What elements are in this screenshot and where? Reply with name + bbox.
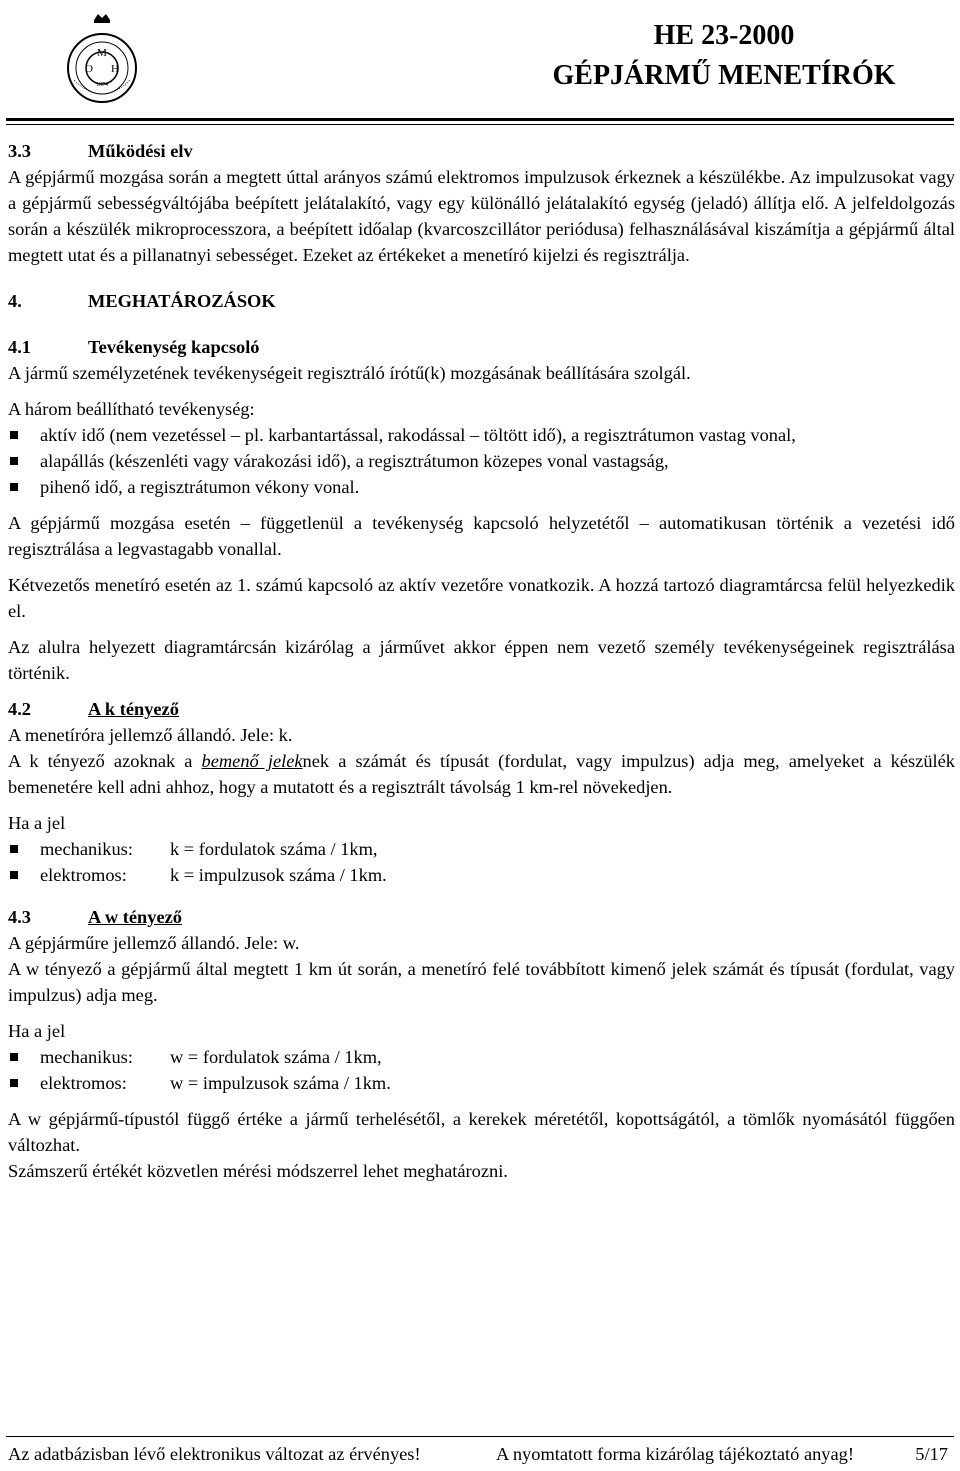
- section-3-3-heading: 3.3 Működési elv: [8, 141, 193, 161]
- main-content: [8, 138, 955, 1184]
- section-4-3-ha-a-jel: Ha a jel: [8, 1021, 66, 1041]
- footer-validity-note: Az adatbázisban lévő elektronikus változat az érvényes!: [8, 1444, 421, 1464]
- bullet-icon: [10, 431, 18, 439]
- list-item: alapállás (készenléti vagy várakozási idő), a regisztrátumon közepes vonal vastagság,: [8, 448, 955, 474]
- footer-print-note: A nyomtatott forma kizárólag tájékoztató anyag!: [496, 1444, 854, 1464]
- bullet-icon: [10, 845, 18, 853]
- bullet-icon: [10, 1053, 18, 1061]
- section-4-3-paragraph-4: Számszerű értékét közvetlen mérési módszerrel lehet meghatározni.: [8, 1161, 508, 1181]
- page-header: [6, 4, 954, 116]
- section-4-1-paragraph: A jármű személyzetének tevékenységeit regisztráló írótű(k) mozgásának beállítására szolgál.: [8, 363, 691, 383]
- section-4-1-paragraph-5: Az alulra helyezett diagramtárcsán kizárólag a járművet akkor éppen nem vezető személy tevékenységeinek regisztrálása történik.: [8, 637, 955, 683]
- footer-rule: [6, 1436, 954, 1437]
- bullet-icon: [10, 457, 18, 465]
- bullet-icon: [10, 483, 18, 491]
- page-number: 5/17: [915, 1444, 948, 1464]
- document-id: HE 23-2000: [653, 20, 795, 51]
- svg-text:1874: 1874: [96, 82, 108, 88]
- list-item: mechanikus: w = fordulatok száma / 1km,: [8, 1044, 955, 1070]
- list-item: pihenő idő, a regisztrátumon vékony vonal.: [8, 474, 955, 500]
- omh-logo: [64, 10, 140, 110]
- activity-list: [8, 422, 955, 500]
- svg-text:O: O: [85, 63, 93, 75]
- bullet-icon: [10, 1079, 18, 1087]
- svg-text:H: H: [111, 63, 119, 75]
- section-4-2-heading: 4.2 A k tényező: [8, 699, 179, 719]
- w-formula-list: [8, 1044, 955, 1096]
- k-formula-list: [8, 836, 955, 888]
- list-item: elektromos: k = impulzusok száma / 1km.: [8, 862, 955, 888]
- section-4-2-paragraph-2: A k tényező azoknak a bemenő jeleknek a számát és típusát (fordulat, vagy impulzus) adja meg, amelyeket a készülék bemenetére kell adni ahhoz, hogy a mutatott és a regisztrált távolság 1 km-rel növekedjen.: [8, 751, 955, 797]
- section-4-1-paragraph-3: A gépjármű mozgása esetén – függetlenül a tevékenység kapcsoló helyzetétől – automatikusan történik a vezetési idő regisztrálása a legvastagabb vonallal.: [8, 513, 955, 559]
- bullet-icon: [10, 871, 18, 879]
- list-item: aktív idő (nem vezetéssel – pl. karbantartással, rakodással – töltött idő), a regisztrátumon vastag vonal,: [8, 422, 955, 448]
- section-4-3-paragraph-2: A w tényező a gépjármű által megtett 1 km út során, a menetíró felé továbbított kimenő jelek számát és típusát (fordulat, vagy impulzus) adja meg.: [8, 959, 955, 1005]
- svg-text:M: M: [97, 47, 107, 59]
- header-rule: [6, 118, 954, 121]
- section-4-2-ha-a-jel: Ha a jel: [8, 813, 66, 833]
- section-4-3-paragraph-3: A w gépjármű-típustól függő értéke a jármű terhelésétől, a kerekek méretétől, kopottságától, a tömlők nyomásától függően változhat.: [8, 1109, 955, 1155]
- header-title-block: [514, 18, 934, 94]
- list-item: elektromos: w = impulzusok száma / 1km.: [8, 1070, 955, 1096]
- section-3-3-paragraph: A gépjármű mozgása során a megtett úttal arányos számú elektromos impulzusok érkeznek a készülékbe. Az impulzusokat vagy a gépjármű sebességváltójába beépített jelátalakító, vagy egy különálló jelátalakító egység (jeladó) állítja elő. A jelfeldolgozás során a készülék mikroprocesszora, a beépített időalap (kvarcoszcillátor periódusa) felhasználásával kiszámítja a gépjármű által megtett utat és a pillanatnyi sebességet. Ezeket az értékeket a menetíró kijelzi és regisztrálja.: [8, 167, 955, 265]
- list-item: mechanikus: k = fordulatok száma / 1km,: [8, 836, 955, 862]
- section-4-1-heading: 4.1 Tevékenység kapcsoló: [8, 337, 260, 357]
- header-rule-thin: [6, 124, 954, 125]
- page-footer: [8, 1442, 948, 1466]
- section-4-1-list-intro: A három beállítható tevékenység:: [8, 399, 255, 419]
- section-4-heading: 4. MEGHATÁROZÁSOK: [8, 291, 276, 311]
- document-title: GÉPJÁRMŰ MENETÍRÓK: [552, 60, 896, 91]
- section-4-1-paragraph-4: Kétvezetős menetíró esetén az 1. számú kapcsoló az aktív vezetőre vonatkozik. A hozzá tartozó diagramtárcsa felül helyezkedik el.: [8, 575, 955, 621]
- section-4-3-paragraph: A gépjárműre jellemző állandó. Jele: w.: [8, 933, 300, 953]
- section-4-3-heading: 4.3 A w tényező: [8, 907, 182, 927]
- section-4-2-paragraph: A menetíróra jellemző állandó. Jele: k.: [8, 725, 293, 745]
